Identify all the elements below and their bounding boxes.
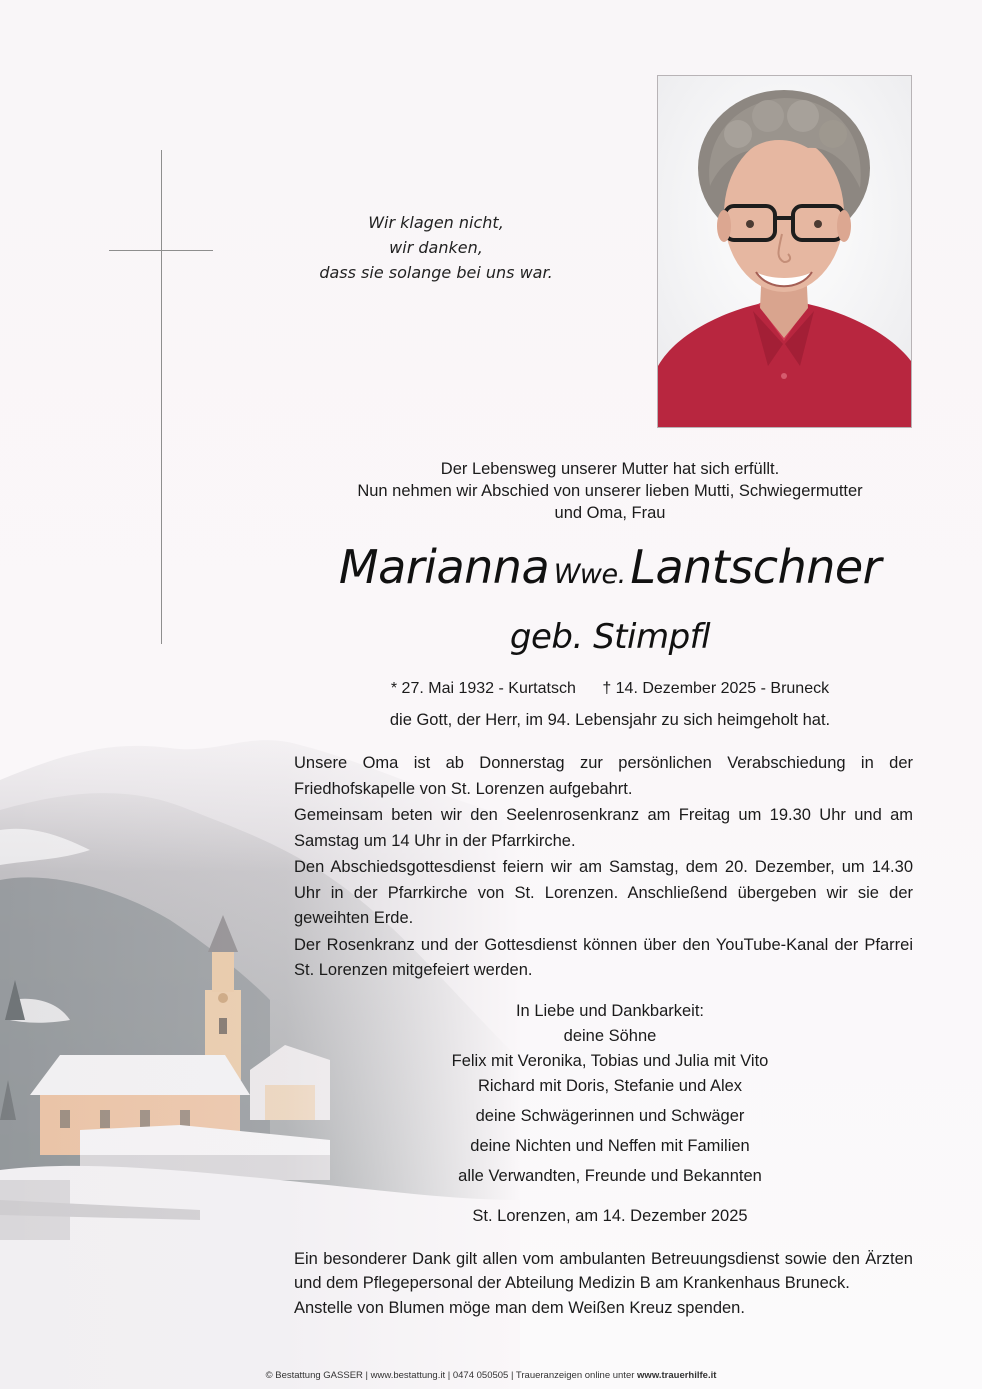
footer-website[interactable]: www.bestattung.it — [370, 1370, 446, 1381]
first-name: Marianna — [338, 540, 550, 594]
deceased-name — [294, 540, 926, 594]
paragraph-livestream: Der Rosenkranz und der Gottesdienst können über den YouTube-Kanal der Pfarrei St. Lorenzen mitgefeiert werden. — [294, 935, 913, 979]
mourner-line: deine Nichten und Neffen mit Familien — [470, 1137, 750, 1155]
birth-name: geb. Stimpfl — [509, 617, 711, 657]
footer-phone: 0474 050505 — [452, 1370, 509, 1381]
intro-text — [300, 458, 920, 524]
life-dates — [300, 678, 920, 700]
mourner-line: deine Söhne — [563, 1027, 657, 1045]
mourner-line: alle Verwandten, Freunde und Bekannten — [458, 1167, 762, 1185]
donation-note: Anstelle von Blumen möge man dem Weißen Kreuz spenden. — [294, 1299, 745, 1317]
portrait-photo — [657, 75, 912, 428]
intro-line: und Oma, Frau — [554, 504, 666, 522]
last-name: Lantschner — [630, 540, 882, 594]
paragraph-rosary: Gemeinsam beten wir den Seelenrosenkranz am Freitag um 19.30 Uhr und am Samstag um 14 Uhr in der Pfarrkirche. — [294, 806, 913, 850]
cross-icon-beam — [109, 250, 213, 251]
signoff-heading: In Liebe und Dankbarkeit: — [515, 1002, 705, 1020]
birth-date: * 27. Mai 1932 - Kurtatsch — [390, 680, 576, 697]
place-date: St. Lorenzen, am 14. Dezember 2025 — [472, 1207, 748, 1225]
quote-line: wir danken, — [389, 238, 483, 257]
intro-line: Nun nehmen wir Abschied von unserer lieben Mutti, Schwiegermutter — [357, 482, 863, 500]
announcement-body — [294, 751, 913, 984]
paragraph-viewing: Unsere Oma ist ab Donnerstag zur persönlichen Verabschiedung in der Friedhofskapelle von St. Lorenzen aufgebahrt. — [294, 754, 913, 798]
quote-line: dass sie solange bei uns war. — [319, 263, 553, 282]
thanks-text — [294, 1247, 913, 1320]
footer-online-prefix: Traueranzeigen online unter — [515, 1370, 635, 1381]
age-line: die Gott, der Herr, im 94. Lebensjahr zu sich heimgeholt hat. — [389, 711, 831, 729]
mourner-line: deine Schwägerinnen und Schwäger — [475, 1107, 745, 1125]
footer-online-site[interactable]: www.trauerhilfe.it — [637, 1370, 717, 1381]
mourners-list — [300, 999, 920, 1189]
death-date: † 14. Dezember 2025 - Bruneck — [602, 680, 830, 697]
portrait-illustration — [658, 76, 911, 427]
thanks-paragraph: Ein besonderer Dank gilt allen vom ambulanten Betreuungsdienst sowie den Ärzten und dem Pflegepersonal der Abteilung Medizin B am Krankenhaus Bruneck. — [294, 1250, 913, 1292]
widow-title: Wwe. — [553, 559, 626, 590]
memorial-quote — [290, 210, 582, 285]
cross-icon — [161, 150, 162, 644]
paragraph-funeral: Den Abschiedsgottesdienst feiern wir am Samstag, dem 20. Dezember, um 14.30 Uhr in der Pfarrkirche von St. Lorenzen. Anschließend übergeben wir sie der geweihten Erde. — [294, 858, 913, 927]
footer: © Bestattung GASSER | www.bestattung.it | 0474 050505 | Traueranzeigen online unter www.trauerhilfe.it — [265, 1370, 717, 1381]
mourner-line: Richard mit Doris, Stefanie und Alex — [477, 1077, 743, 1095]
footer-company: © Bestattung GASSER — [265, 1370, 363, 1381]
mourner-line: Felix mit Veronika, Tobias und Julia mit Vito — [451, 1052, 769, 1070]
intro-line: Der Lebensweg unserer Mutter hat sich erfüllt. — [440, 460, 780, 478]
quote-line: Wir klagen nicht, — [368, 213, 504, 232]
